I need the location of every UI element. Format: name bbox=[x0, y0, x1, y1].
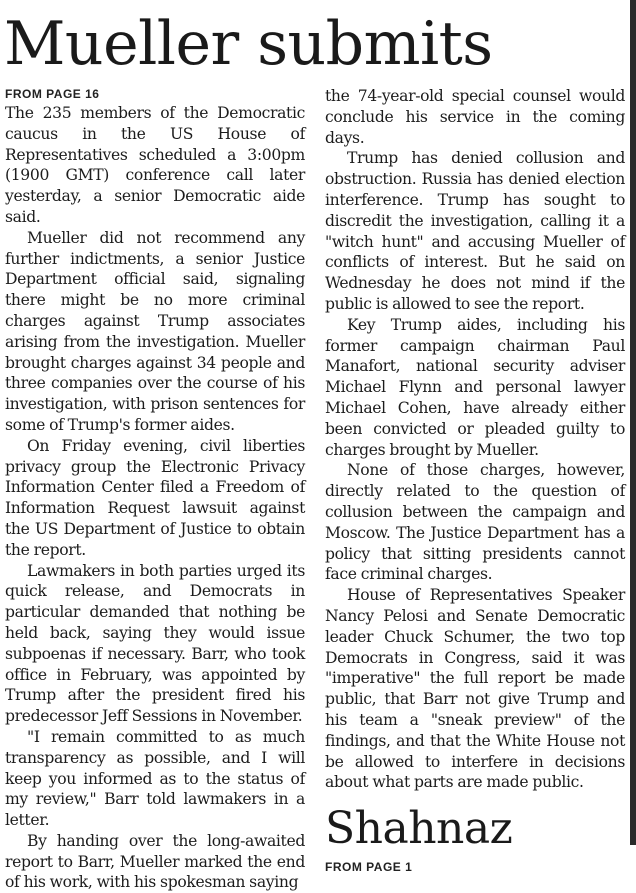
body-paragraph: the 74-year-old special counsel would conclude his service in the coming days. bbox=[325, 87, 625, 147]
body-paragraph: House of Representatives Speaker Nancy Pelosi and Senate Democratic leader Chuck Schumer, the two top Democrats in Congress, said it was "imperative" the full report be made public, that Barr not give Trump and his team a "sneak preview" of the findings, and that the White House not be allowed to interfere in decisions about what parts are made public. bbox=[325, 586, 625, 792]
body-paragraph: None of those charges, however, directly related to the question of collusion between the campaign and Moscow. The Justice Department has a policy that sitting presidents cannot face criminal charges. bbox=[325, 461, 625, 584]
body-paragraph: By handing over the long-awaited report to Barr, Mueller marked the end of his work, with his spokesman saying bbox=[5, 831, 305, 892]
next-article-kicker: FROM PAGE 1 bbox=[325, 860, 413, 875]
continuation-kicker: FROM PAGE 16 bbox=[5, 87, 100, 101]
body-paragraph: The 235 members of the Democratic caucus in the US House of Representatives scheduled a 3:00pm (1900 GMT) conference call later yesterday, a senior Democratic aide said. bbox=[5, 104, 305, 226]
right-column bbox=[325, 86, 625, 876]
article-headline: Mueller submits bbox=[4, 9, 493, 79]
body-paragraph: Mueller did not recommend any further indictments, a senior Justice Department official said, signaling there might be no more criminal charges against Trump associates arising from the investigation. Mueller brought charges against 34 people and three companies over the course of his investigation, with prison sentences for some of Trump's former aides. bbox=[5, 228, 305, 434]
body-paragraph: "I remain committed to as much transparency as possible, and I will keep you informed as to the status of my review," Barr told lawmakers in a letter. bbox=[5, 727, 305, 830]
body-paragraph: Lawmakers in both parties urged its quick release, and Democrats in particular demanded that nothing be held back, saying they would issue subpoenas if necessary. Barr, who took office in February, was appointed by Trump after the president fired his predecessor Jeff Sessions in November. bbox=[5, 561, 305, 726]
body-paragraph: On Friday evening, civil liberties privacy group the Electronic Privacy Information Center filed a Freedom of Information Request lawsuit against the US Department of Justice to obtain the report. bbox=[5, 436, 305, 559]
left-column bbox=[5, 86, 305, 893]
body-paragraph: Key Trump aides, including his former campaign chairman Paul Manafort, national security adviser Michael Flynn and personal lawyer Michael Cohen, have already either been convicted or pleaded guilty to charges brought by Mueller. bbox=[325, 315, 625, 459]
body-paragraph: Trump has denied collusion and obstruction. Russia has denied election interference. Trump has sought to discredit the investigation, calling it a "witch hunt" and accusing Mueller of conflicts of interest. But he said on Wednesday he does not mind if the public is allowed to see the report. bbox=[325, 149, 625, 313]
next-article-headline: Shahnaz bbox=[325, 803, 513, 855]
page-edge-rule bbox=[630, 0, 636, 845]
